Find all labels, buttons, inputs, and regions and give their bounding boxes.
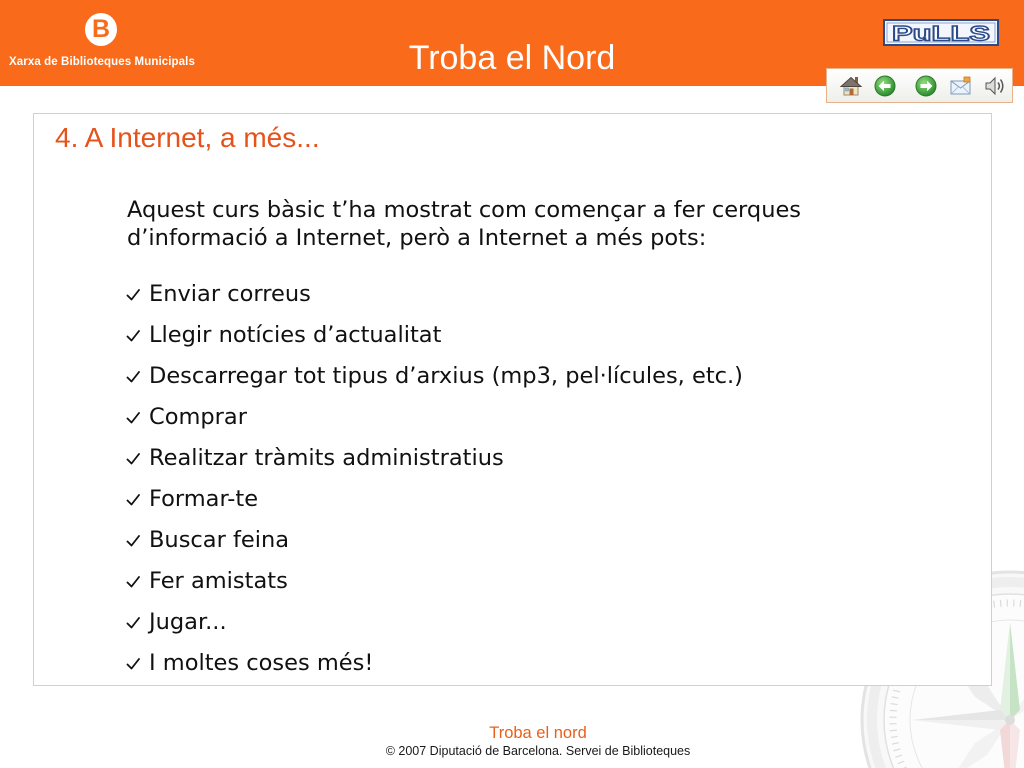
navigation-toolbar — [826, 68, 1013, 103]
list-item — [125, 315, 743, 356]
check-icon — [125, 533, 141, 549]
activity-list — [125, 274, 743, 684]
list-item-label: Descarregar tot tipus d’arxius (mp3, pel·lícules, etc.) — [149, 363, 743, 389]
list-item-label: Comprar — [149, 404, 247, 430]
back-button[interactable] — [873, 74, 897, 98]
check-icon — [125, 287, 141, 303]
list-item-label: Formar-te — [149, 486, 259, 512]
list-item — [125, 479, 743, 520]
list-item — [125, 397, 743, 438]
list-item — [125, 356, 743, 397]
list-item-label: Enviar correus — [149, 281, 311, 307]
check-icon — [125, 656, 141, 672]
list-item-label: Fer amistats — [149, 568, 288, 594]
list-item — [125, 602, 743, 643]
check-icon — [125, 492, 141, 508]
check-icon — [125, 451, 141, 467]
list-item-label: Llegir notícies d’actualitat — [149, 322, 442, 348]
list-item — [125, 561, 743, 602]
pulls-logo — [883, 19, 999, 46]
check-icon — [125, 615, 141, 631]
mail-button[interactable] — [949, 74, 973, 98]
footer-copyright: © 2007 Diputació de Barcelona. Servei de Biblioteques — [385, 744, 691, 758]
arrow-left-icon — [873, 74, 897, 98]
list-item-label: Jugar... — [149, 609, 227, 635]
list-item-label: Realitzar tràmits administratius — [149, 445, 504, 471]
speaker-icon — [983, 74, 1007, 98]
pulls-logo-graphic — [883, 19, 999, 46]
home-button[interactable] — [839, 74, 863, 98]
mail-icon — [949, 74, 973, 98]
intro-paragraph: Aquest curs bàsic t’ha mostrat com començar a fer cerques d’informació a Internet, però a Internet a més pots: — [127, 197, 802, 251]
page-title: Troba el Nord — [408, 39, 616, 77]
library-network-name: Xarxa de Biblioteques Municipals — [9, 56, 195, 68]
section-heading: 4. A Internet, a més... — [55, 122, 320, 153]
check-icon — [125, 369, 141, 385]
list-item — [125, 438, 743, 479]
pulls-logo-text: PuLLS — [892, 22, 990, 46]
home-icon — [839, 74, 863, 98]
arrow-right-icon — [914, 74, 938, 98]
logo-letter: B — [91, 15, 111, 43]
check-icon — [125, 410, 141, 426]
check-icon — [125, 328, 141, 344]
list-item — [125, 643, 743, 684]
check-icon — [125, 574, 141, 590]
footer-title: Troba el nord — [489, 724, 587, 742]
list-item — [125, 520, 743, 561]
audio-button[interactable] — [983, 74, 1007, 98]
list-item-label: Buscar feina — [149, 527, 290, 553]
forward-button[interactable] — [914, 74, 938, 98]
library-network-logo — [85, 13, 117, 46]
list-item — [125, 274, 743, 315]
footer — [338, 723, 738, 759]
list-item-label: I moltes coses més! — [149, 650, 374, 676]
